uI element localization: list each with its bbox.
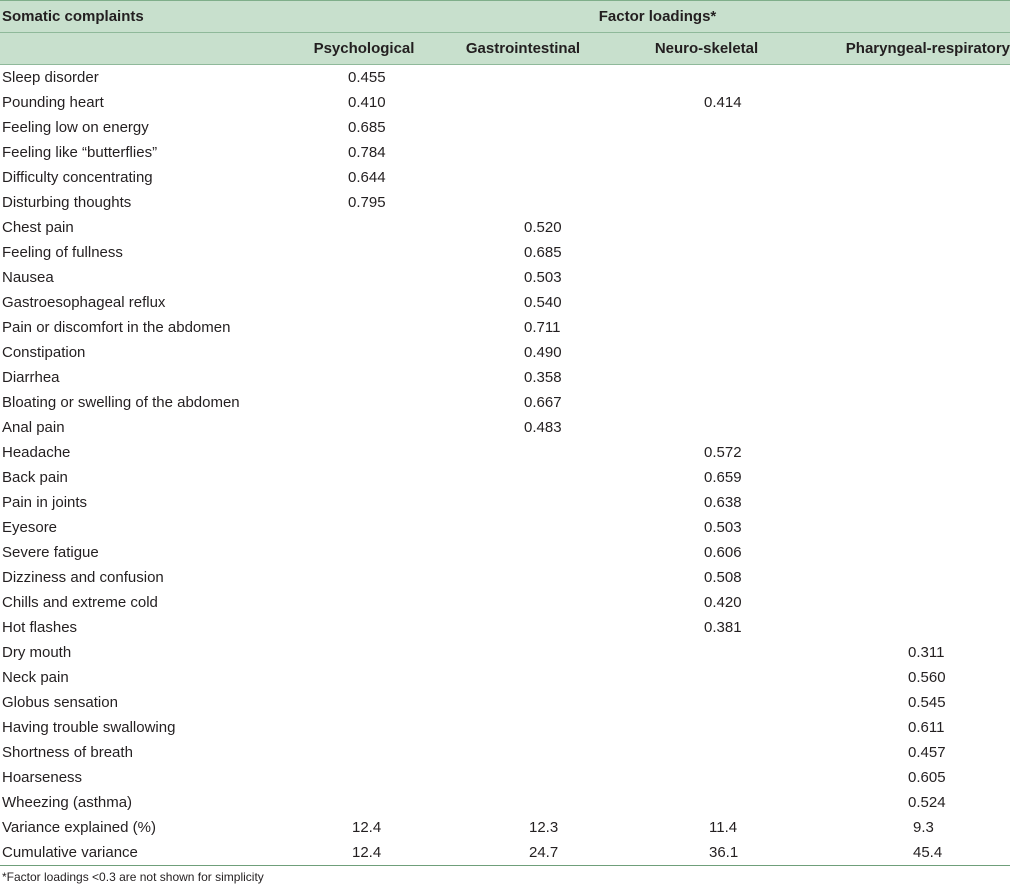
loading-value-cell <box>423 740 623 765</box>
loading-value-cell: 0.644 <box>348 169 386 186</box>
summary-row <box>0 840 1010 866</box>
loading-value-cell <box>790 490 1010 515</box>
loading-value-cell: 0.795 <box>348 194 386 211</box>
loading-value-cell <box>305 490 423 515</box>
loading-value-cell: 0.455 <box>348 69 386 86</box>
row-label: Chills and extreme cold <box>2 594 158 611</box>
row-label: Sleep disorder <box>2 69 99 86</box>
loading-value-cell: 0.490 <box>524 344 562 361</box>
table-row <box>0 690 1010 715</box>
loading-value-cell <box>423 65 623 91</box>
loading-value-cell: 0.685 <box>524 244 562 261</box>
loading-value-cell <box>623 140 790 165</box>
loading-value-cell <box>623 215 790 240</box>
loading-value-cell <box>423 115 623 140</box>
loading-value-cell <box>790 515 1010 540</box>
table-row <box>0 340 1010 365</box>
loading-value-cell <box>790 340 1010 365</box>
loading-value-cell: 0.711 <box>524 319 561 336</box>
table-row <box>0 665 1010 690</box>
table-row <box>0 640 1010 665</box>
loading-value-cell <box>423 690 623 715</box>
row-label: Feeling of fullness <box>2 244 123 261</box>
loading-value-cell <box>305 565 423 590</box>
header-row-factors <box>0 33 1010 65</box>
loading-value-cell <box>790 615 1010 640</box>
loading-value-cell <box>423 640 623 665</box>
summary-value-cell: 12.4 <box>352 819 382 836</box>
loading-value-cell <box>623 415 790 440</box>
loading-value-cell <box>623 690 790 715</box>
loading-value-cell <box>790 565 1010 590</box>
header-factor-neuro-skeletal: Neuro-skeletal <box>623 33 790 65</box>
loading-value-cell <box>790 90 1010 115</box>
table-row <box>0 440 1010 465</box>
loading-value-cell: 0.358 <box>524 369 562 386</box>
loading-value-cell <box>423 190 623 215</box>
loading-value-cell <box>790 190 1010 215</box>
table-row <box>0 565 1010 590</box>
summary-value-cell: 45.4 <box>790 840 1010 866</box>
row-label: Headache <box>2 444 71 461</box>
summary-value-cell: 24.7 <box>423 840 623 866</box>
loading-value-cell <box>423 790 623 815</box>
header-blank-cell <box>0 33 305 65</box>
loading-value-cell <box>423 490 623 515</box>
loading-value-cell: 0.483 <box>524 419 562 436</box>
loading-value-cell: 0.420 <box>704 594 742 611</box>
loading-value-cell: 0.685 <box>348 119 386 136</box>
row-label: Pain in joints <box>2 494 88 511</box>
loading-value-cell: 0.540 <box>524 294 562 311</box>
loading-value-cell <box>790 315 1010 340</box>
loading-value-cell: 0.638 <box>704 494 742 511</box>
row-label: Back pain <box>2 469 68 486</box>
loading-value-cell <box>790 115 1010 140</box>
loading-value-cell <box>423 590 623 615</box>
loading-value-cell <box>423 715 623 740</box>
loading-value-cell <box>305 740 423 765</box>
loading-value-cell: 0.560 <box>908 669 946 686</box>
row-label: Anal pain <box>2 419 65 436</box>
summary-value-cell: 9.3 <box>913 819 934 836</box>
loading-value-cell <box>423 665 623 690</box>
table-row <box>0 290 1010 315</box>
table-row <box>0 465 1010 490</box>
loading-value-cell <box>423 140 623 165</box>
loading-value-cell: 0.311 <box>908 644 945 661</box>
loading-value-cell <box>305 315 423 340</box>
loading-value-cell <box>790 265 1010 290</box>
table-row <box>0 790 1010 815</box>
summary-value-cell: 11.4 <box>709 819 738 836</box>
header-factor-gastrointestinal: Gastrointestinal <box>423 33 623 65</box>
loading-value-cell <box>423 615 623 640</box>
loading-value-cell <box>623 665 790 690</box>
loading-value-cell: 0.606 <box>704 544 742 561</box>
loading-value-cell <box>305 465 423 490</box>
summary-value-cell: 12.4 <box>305 840 423 866</box>
loading-value-cell <box>623 240 790 265</box>
row-label: Feeling like “butterflies” <box>2 144 158 161</box>
table-row <box>0 165 1010 190</box>
loading-value-cell <box>790 365 1010 390</box>
loading-value-cell <box>623 340 790 365</box>
row-label: Hot flashes <box>2 619 78 636</box>
loading-value-cell <box>305 640 423 665</box>
table-row <box>0 315 1010 340</box>
loading-value-cell: 0.524 <box>908 794 946 811</box>
table-row <box>0 140 1010 165</box>
loading-value-cell <box>305 265 423 290</box>
row-label: Hoarseness <box>2 769 83 786</box>
summary-value-cell: 36.1 <box>623 840 790 866</box>
table-header <box>0 1 1010 65</box>
table-row <box>0 240 1010 265</box>
loading-value-cell <box>623 190 790 215</box>
loading-value-cell <box>305 540 423 565</box>
loading-value-cell <box>623 640 790 665</box>
loading-value-cell <box>305 215 423 240</box>
table-row <box>0 540 1010 565</box>
row-label: Having trouble swallowing <box>2 719 176 736</box>
row-label: Dizziness and confusion <box>2 569 164 586</box>
loading-value-cell <box>623 165 790 190</box>
loading-value-cell <box>305 765 423 790</box>
table-body <box>0 65 1010 866</box>
loading-value-cell: 0.784 <box>348 144 386 161</box>
loading-value-cell <box>423 465 623 490</box>
loading-value-cell <box>423 765 623 790</box>
table-row <box>0 390 1010 415</box>
table-row <box>0 765 1010 790</box>
row-label: Shortness of breath <box>2 744 133 761</box>
row-label: Neck pain <box>2 669 69 686</box>
summary-value-cell: 12.3 <box>529 819 559 836</box>
loading-value-cell <box>423 90 623 115</box>
row-label: Chest pain <box>2 219 74 236</box>
header-somatic-complaints: Somatic complaints <box>0 1 305 33</box>
loading-value-cell <box>623 765 790 790</box>
loading-value-cell <box>790 240 1010 265</box>
table-row <box>0 415 1010 440</box>
header-row-top <box>0 1 1010 33</box>
loading-value-cell <box>305 440 423 465</box>
loading-value-cell <box>423 540 623 565</box>
loading-value-cell <box>623 390 790 415</box>
table-row <box>0 115 1010 140</box>
loading-value-cell <box>790 465 1010 490</box>
table-row <box>0 715 1010 740</box>
row-label: Disturbing thoughts <box>2 194 132 211</box>
loading-value-cell <box>423 565 623 590</box>
loading-value-cell <box>790 440 1010 465</box>
loading-value-cell <box>623 365 790 390</box>
row-label: Bloating or swelling of the abdomen <box>2 394 240 411</box>
loading-value-cell <box>305 390 423 415</box>
loading-value-cell: 0.457 <box>908 744 946 761</box>
loading-value-cell <box>305 790 423 815</box>
table-row <box>0 365 1010 390</box>
row-label: Gastroesophageal reflux <box>2 294 166 311</box>
loading-value-cell <box>623 115 790 140</box>
loading-value-cell <box>305 415 423 440</box>
row-label: Globus sensation <box>2 694 118 711</box>
header-factor-loadings: Factor loadings* <box>305 1 1010 33</box>
row-label: Pounding heart <box>2 94 104 111</box>
loading-value-cell <box>790 415 1010 440</box>
table-row <box>0 215 1010 240</box>
header-factor-pharyngeal-respiratory: Pharyngeal-respiratory <box>790 33 1010 65</box>
loading-value-cell <box>790 290 1010 315</box>
loading-value-cell <box>305 515 423 540</box>
table-row <box>0 515 1010 540</box>
loading-value-cell <box>790 540 1010 565</box>
loading-value-cell <box>623 265 790 290</box>
row-label: Difficulty concentrating <box>2 169 153 186</box>
loading-value-cell <box>305 690 423 715</box>
loading-value-cell <box>623 740 790 765</box>
loading-value-cell <box>623 715 790 740</box>
loading-value-cell: 0.414 <box>704 94 742 111</box>
loading-value-cell <box>623 65 790 91</box>
row-label: Feeling low on energy <box>2 119 149 136</box>
loading-value-cell <box>423 440 623 465</box>
table-row <box>0 590 1010 615</box>
loading-value-cell <box>623 790 790 815</box>
row-label: Pain or discomfort in the abdomen <box>2 319 231 336</box>
loading-value-cell: 0.611 <box>908 719 945 736</box>
row-label: Dry mouth <box>2 644 72 661</box>
row-label: Diarrhea <box>2 369 60 386</box>
loading-value-cell <box>305 590 423 615</box>
loading-value-cell: 0.503 <box>524 269 562 286</box>
table-row <box>0 740 1010 765</box>
loading-value-cell <box>305 615 423 640</box>
summary-row <box>0 815 1010 840</box>
table-footnote: *Factor loadings <0.3 are not shown for simplicity <box>2 870 264 884</box>
loading-value-cell <box>423 165 623 190</box>
loading-value-cell <box>790 590 1010 615</box>
loading-value-cell <box>305 240 423 265</box>
loading-value-cell <box>305 365 423 390</box>
loading-value-cell <box>790 140 1010 165</box>
loading-value-cell: 0.572 <box>704 444 742 461</box>
loading-value-cell: 0.667 <box>524 394 562 411</box>
loading-value-cell <box>790 165 1010 190</box>
loading-value-cell <box>305 665 423 690</box>
table-row <box>0 190 1010 215</box>
loading-value-cell: 0.410 <box>348 94 386 111</box>
table-row <box>0 265 1010 290</box>
row-label: Nausea <box>2 269 54 286</box>
loading-value-cell <box>305 290 423 315</box>
row-label: Severe fatigue <box>2 544 99 561</box>
table-row <box>0 90 1010 115</box>
loading-value-cell <box>423 515 623 540</box>
loading-value-cell <box>790 215 1010 240</box>
loading-value-cell: 0.503 <box>704 519 742 536</box>
row-label: Constipation <box>2 344 86 361</box>
loading-value-cell <box>790 390 1010 415</box>
loading-value-cell <box>790 65 1010 91</box>
row-label: Wheezing (asthma) <box>2 794 133 811</box>
loading-value-cell <box>623 315 790 340</box>
header-factor-psychological: Psychological <box>305 33 423 65</box>
loading-value-cell: 0.508 <box>704 569 742 586</box>
loading-value-cell <box>305 715 423 740</box>
table-row <box>0 490 1010 515</box>
loading-value-cell: 0.545 <box>908 694 946 711</box>
row-label: Cumulative variance <box>0 840 305 866</box>
loading-value-cell <box>305 340 423 365</box>
loading-value-cell <box>623 290 790 315</box>
row-label: Variance explained (%) <box>2 819 156 836</box>
table-row <box>0 615 1010 640</box>
table-row <box>0 65 1010 91</box>
loading-value-cell: 0.520 <box>524 219 562 236</box>
row-label: Eyesore <box>2 519 58 536</box>
loading-value-cell: 0.605 <box>908 769 946 786</box>
loading-value-cell: 0.381 <box>704 619 742 636</box>
loading-value-cell: 0.659 <box>704 469 742 486</box>
